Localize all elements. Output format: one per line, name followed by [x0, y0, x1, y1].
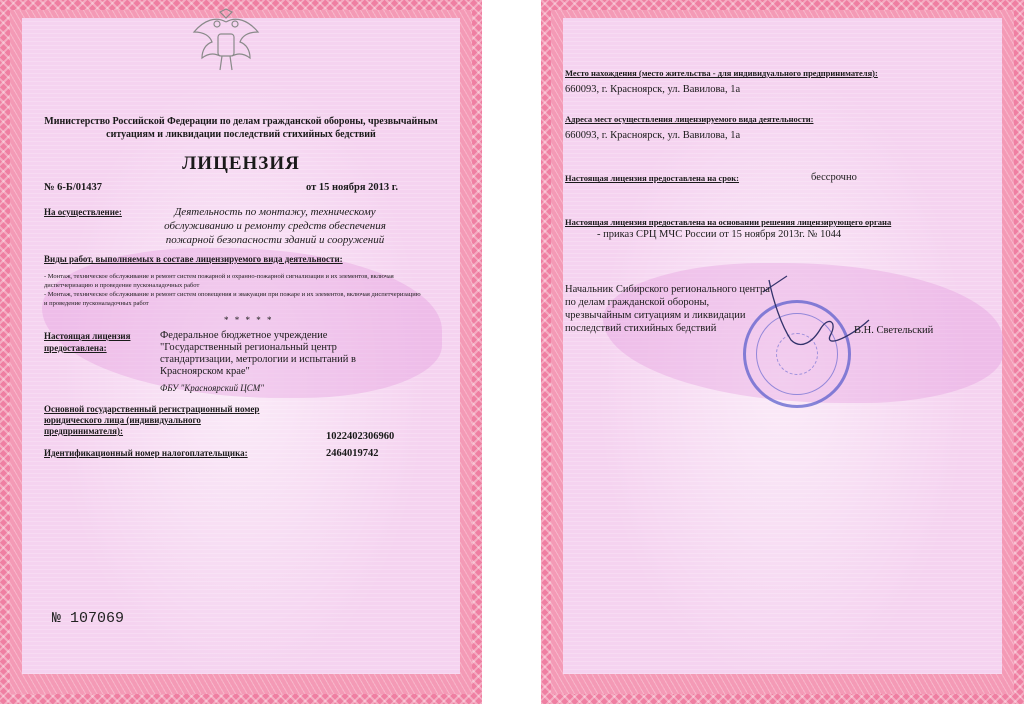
inn-value: 2464019742 — [326, 448, 379, 459]
activity-address-value: 660093, г. Красноярск, ул. Вавилова, 1а — [565, 130, 741, 141]
location-value: 660093, г. Красноярск, ул. Вавилова, 1а — [565, 84, 741, 95]
activity-description: Деятельность по монтажу, техническому обслуживанию и ремонту средств обеспечения пожарной безопасности зданий и сооружений — [164, 206, 386, 246]
works-heading: Виды работ, выполняемых в составе лицензируемого вида деятельности: — [44, 254, 343, 264]
blank-serial-number: № 107069 — [52, 610, 125, 627]
term-value: бессрочно — [811, 172, 857, 183]
license-title: ЛИЦЕНЗИЯ — [182, 153, 300, 174]
inn-label: Идентификационный номер налогоплательщика: — [44, 448, 248, 458]
coat-of-arms-icon — [186, 8, 266, 78]
works-item: - Монтаж, техническое обслуживание и ремонт систем пожарной и охранно-пожарной сигнализации и их элементов, включая диспетчеризацию и проведение пусконаладочных работ — [44, 273, 394, 289]
license-front-page — [0, 0, 482, 704]
license-date: от 15 ноября 2013 г. — [305, 182, 398, 193]
handwritten-signature — [751, 270, 881, 360]
works-separator: * * * * * — [224, 315, 274, 325]
basis-value: - приказ СРЦ МЧС России от 15 ноября 2013г. № 1044 — [597, 229, 842, 240]
signer-position: Начальник Сибирского регионального центра по делам гражданской обороны, чрезвычайным ситуациям и ликвидации последствий стихийных бедствий — [565, 284, 770, 334]
issued-to-label: Настоящая лицензия предоставлена: — [44, 331, 131, 353]
license-number: № 6-Б/01437 — [44, 182, 103, 193]
organization-short-name: ФБУ "Красноярский ЦСМ" — [160, 383, 265, 393]
basis-label: Настоящая лицензия предоставлена на основании решения лицензирующего органа — [565, 217, 892, 227]
ogrn-value: 1022402306960 — [326, 431, 395, 442]
ogrn-label: Основной государственный регистрационный номер юридического лица (индивидуального предпринимателя): — [44, 404, 260, 436]
ministry-name: Министерство Российской Федерации по делам гражданской обороны, чрезвычайным ситуациям и ликвидации последствий стихийных бедствий — [44, 116, 438, 140]
works-list — [44, 272, 424, 308]
license-back-page — [541, 0, 1024, 704]
activity-address-label: Адреса мест осуществления лицензируемого вида деятельности: — [565, 114, 814, 124]
works-item: - Монтаж, техническое обслуживание и ремонт систем оповещения и эвакуации при пожаре и их элементов, включая диспетчеризацию и проведение пусконаладочных работ — [44, 291, 421, 307]
signer-name: В.Н. Светельский — [854, 325, 934, 336]
organization-name: Федеральное бюджетное учреждение "Государственный региональный центр стандартизации, метрологии и испытаний в Красноярском крае" — [160, 330, 356, 377]
location-label: Место нахождения (место жительства - для индивидуального предпринимателя): — [565, 68, 878, 78]
activity-label: На осуществление: — [44, 207, 122, 217]
term-label: Настоящая лицензия предоставлена на срок: — [565, 173, 739, 183]
